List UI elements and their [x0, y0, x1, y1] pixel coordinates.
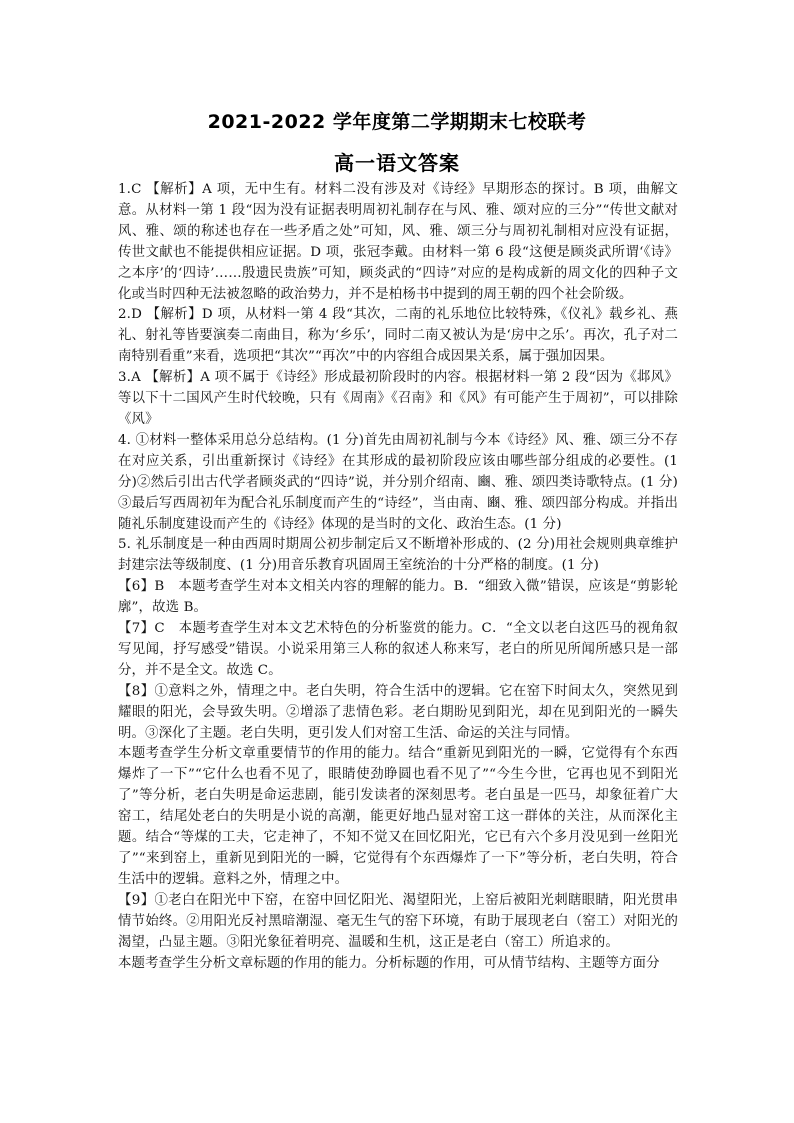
answer-9: 【9】①老白在阳光中下窑，在窑中回忆阳光、渴望阳光，上窑后被阳光刺瞎眼睛，阳光贯串情节始终。②用阳光反衬黑暗潮湿、毫无生气的窑下环境，有助于展现老白（窑工）对阳光的渴望，凸显主题。③阳光象征着明亮、温暖和生机，这正是老白（窑工）所追求的。 [118, 892, 678, 950]
answer-7: 【7】C 本题考查学生对本文艺术特色的分析鉴赏的能力。C．“全文以老白这匹马的视角叙写见闻，抒写感受”错误。小说采用第三人称的叙述人称来写，老白的所见所闻所感只是一部分，并不是全文。故选 C。 [118, 621, 678, 678]
document-subtitle: 高一语文答案 [334, 151, 460, 175]
answer-1: 1.C 【解析】A 项，无中生有。材料二没有涉及对《诗经》早期形态的探讨。B 项，曲解文意。从材料一第 1 段“因为没有证据表明周初礼制存在与风、雅、颂对应的三分”“传世文献对风、雅、颂的称述也存在一些矛盾之处”可知，风、雅、颂三分与周初礼制相对应没有证据，传世文献也不能提供相应证据。D 项，张冠李戴。由材料一第 6 段“这便是顾炎武所谓‘《诗》之本序’的‘四诗’……殷遗民贵族”可知，顾炎武的“四诗”对应的是构成新的周文化的四种子文化或当时四种无法被忽略的政治势力，并不是柏杨书中提到的周王朝的四个社会阶级。 [118, 182, 678, 302]
document-title: 2021-2022 学年度第二学期期末七校联考 [207, 111, 587, 133]
answer-8: 【8】①意料之外，情理之中。老白失明，符合生活中的逻辑。它在窑下时间太久，突然见到耀眼的阳光，会导致失明。②增添了悲情色彩。老白期盼见到阳光，却在见到阳光的一瞬失明。③深化了主题。老白失明，更引发人们对窑工生活、命运的关注与同情。 [118, 683, 678, 741]
answer-body [118, 180, 678, 974]
answer-2: 2.D 【解析】D 项，从材料一第 4 段“其次，二南的礼乐地位比较特殊，《仪礼》载乡礼、燕礼、射礼等皆要演奏二南曲目，称为‘乡乐’，同时二南又被认为是‘房中之乐’。再次，孔子对二南特别看重”来看，选项把“其次”“再次”中的内容组合成因果关系，属于强加因果。 [118, 307, 678, 365]
answer-3: 3.A 【解析】A 项不属于《诗经》形成最初阶段时的内容。根据材料一第 2 段“因为《邶风》等以下十二国风产生时代较晚，只有《周南》《召南》和《风》有可能产生于周初”，可以排除《风》 [118, 370, 678, 427]
answer-8-analysis: 本题考查学生分析文章重要情节的作用的能力。结合“重新见到阳光的一瞬，它觉得有个东西爆炸了一下”“它什么也看不见了，眼睛使劲睁圆也看不见了”“今生今世，它再也见不到阳光了”等分析，老白失明是命运悲剧，能引发读者的深刻思考。老白虽是一匹马，却象征着广大窑工，结尾处老白的失明是小说的高潮，能更好地凸显对窑工这一群体的关注，从而深化主题。结合“等煤的工夫，它走神了，不知不觉又在回忆阳光，它已有六个多月没见到一丝阳光了”“来到窑上，重新见到阳光的一瞬，它觉得有个东西爆炸了一下”等分析，老白失明，符合生活中的逻辑。意料之外，情理之中。 [118, 746, 678, 887]
answer-5: 5. 礼乐制度是一种由西周时期周公初步制定后又不断增补形成的、(2 分)用社会规则典章维护封建宗法等级制度、(1 分)用音乐教育巩固周王室统治的十分严格的制度。(1 分) [118, 537, 678, 574]
answer-6: 【6】B 本题考查学生对本文相关内容的理解的能力。B．“细致入微”错误，应该是“剪影轮廓”，故选 B。 [118, 579, 678, 616]
answer-4: 4. ①材料一整体采用总分总结构。(1 分)首先由周初礼制与今本《诗经》风、雅、颂三分不存在对应关系，引出重新探讨《诗经》在其形成的最初阶段应该由哪些部分组成的必要性。(1 分)②然后引出古代学者顾炎武的“四诗”说，并分别介绍南、豳、雅、颂四类诗歌特点。(1 分)③最后写西周初年为配合礼乐制度而产生的“诗经”，当由南、豳、雅、颂四部分构成。并指出随礼乐制度建设而产生的《诗经》体现的是当时的文化、政治生态。(1 分) [118, 432, 678, 532]
answer-9-analysis: 本题考查学生分析文章标题的作用的能力。分析标题的作用，可从情节结构、主题等方面分 [118, 955, 660, 971]
